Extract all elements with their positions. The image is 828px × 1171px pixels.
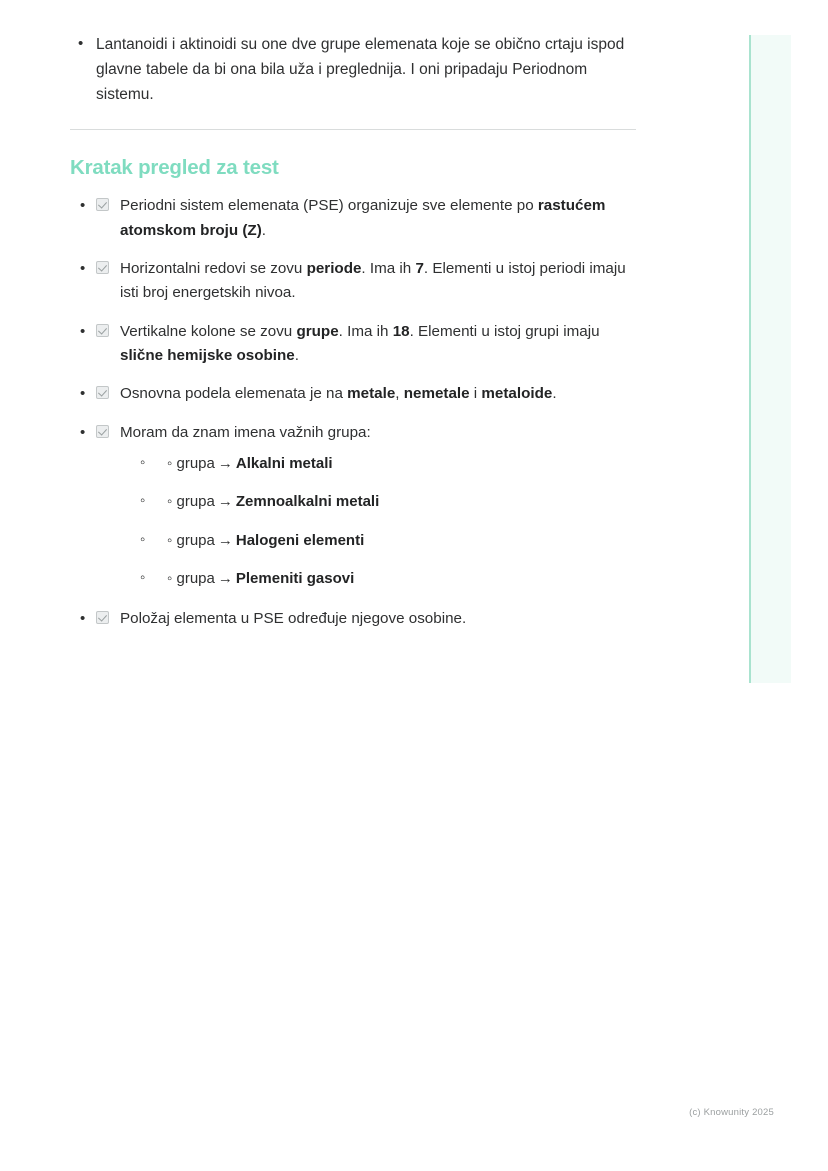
checklist-item bbox=[70, 194, 640, 243]
checklist-item-label: Horizontalni redovi se zovu periode. Ima ih 7. Elementi u istoj periodi imaju isti broj energetskih nivoa. bbox=[120, 259, 626, 302]
checklist bbox=[70, 194, 640, 631]
checklist-item bbox=[70, 257, 640, 306]
sub-bullet-icon: ◦ bbox=[167, 493, 177, 511]
checklist-item-label: Osnovna podela elemenata je na metale, nemetale i metaloide. bbox=[120, 385, 557, 403]
checklist-item-label: Položaj elementa u PSE određuje njegove osobine. bbox=[120, 609, 467, 627]
list-item: • Lantanoidi i aktinoidi su one dve grupe elemenata koje se obično crtaju ispod glavne tabele da bi ona bila uža i preglednija. I oni pripadaju Periodnom sistemu. bbox=[70, 32, 640, 107]
arrow-icon: → bbox=[217, 493, 233, 511]
intro-bullet-list bbox=[70, 32, 640, 107]
checklist-item bbox=[70, 421, 640, 591]
sub-bullet-icon: ◦ bbox=[167, 570, 177, 588]
decorative-side-band bbox=[749, 35, 791, 683]
checklist-item-label: Moram da znam imena važnih grupa: bbox=[120, 423, 371, 441]
checklist-item-label: Vertikalne kolone se zovu grupe. Ima ih 18. Elementi u istoj grupi imaju slične hemijske osobine. bbox=[120, 322, 600, 364]
group-label: grupa bbox=[176, 531, 215, 549]
footer-copyright: (c) Knowunity 2025 bbox=[689, 1107, 774, 1118]
group-sublist-item bbox=[120, 453, 640, 476]
group-sublist bbox=[120, 453, 640, 591]
checklist-item bbox=[70, 382, 640, 406]
arrow-icon: → bbox=[217, 454, 233, 472]
group-label: grupa bbox=[176, 493, 215, 511]
arrow-icon: → bbox=[217, 531, 233, 549]
checklist-item bbox=[70, 607, 640, 631]
group-value: Halogeni elementi bbox=[235, 531, 365, 549]
group-sublist-item bbox=[120, 491, 640, 514]
group-value: Alkalni metali bbox=[235, 454, 333, 472]
group-sublist-item bbox=[120, 568, 640, 591]
group-value: Zemnoalkalni metali bbox=[235, 493, 380, 511]
page-title: Kratak pregled za test bbox=[70, 156, 279, 180]
checkbox-icon[interactable] bbox=[96, 425, 109, 438]
group-value: Plemeniti gasovi bbox=[235, 570, 355, 588]
section-divider bbox=[70, 129, 636, 130]
checkbox-icon[interactable] bbox=[96, 198, 109, 211]
group-label: grupa bbox=[176, 454, 215, 472]
checklist-item-label: Periodni sistem elemenata (PSE) organizuje sve elemente po rastućem atomskom broju (Z). bbox=[120, 197, 606, 239]
group-label: grupa bbox=[176, 570, 215, 588]
sub-bullet-icon: ◦ bbox=[167, 454, 177, 472]
group-sublist-item bbox=[120, 530, 640, 553]
checkbox-icon[interactable] bbox=[96, 261, 109, 274]
arrow-icon: → bbox=[217, 570, 233, 588]
checkbox-icon[interactable] bbox=[96, 324, 109, 337]
checklist-item bbox=[70, 320, 640, 369]
document-content bbox=[70, 32, 640, 645]
checkbox-icon[interactable] bbox=[96, 386, 109, 399]
sub-bullet-icon: ◦ bbox=[167, 531, 177, 549]
checkbox-icon[interactable] bbox=[96, 611, 109, 624]
